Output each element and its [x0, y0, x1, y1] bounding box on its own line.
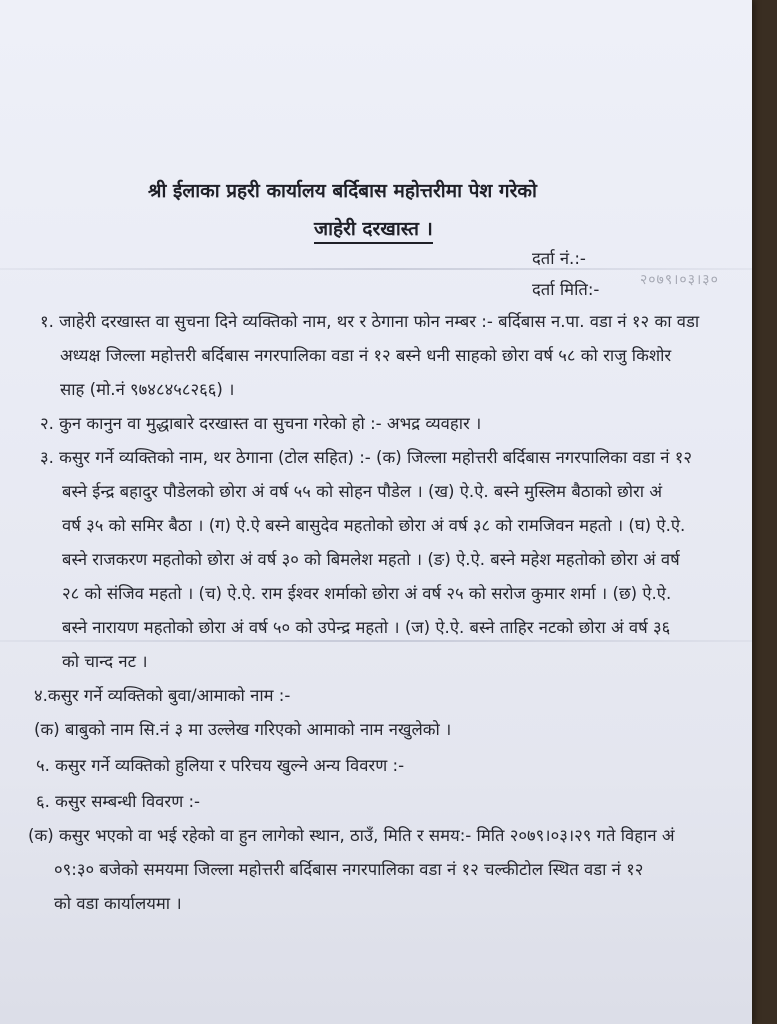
registration-number-label: दर्ता नं.:- [532, 249, 586, 268]
item-1-line-1: १. जाहेरी दरखास्त वा सुचना दिने व्यक्तिको नाम, थर र ठेगाना फोन नम्बर :- बर्दिबास न.पा. वडा नं १२ का वडा [40, 312, 700, 331]
document-title: श्री ईलाका प्रहरी कार्यालय बर्दिबास महोत्तरीमा पेश गरेको [148, 180, 537, 202]
item-3-line-3: वर्ष ३५ को समिर बैठा । (ग) ऐ.ऐ बस्ने बासुदेव महतोको छोरा अं वर्ष ३८ को रामजिवन महतो । (घ) ऐ.ऐ. [62, 516, 686, 535]
item-5: ५. कसुर गर्ने व्यक्तिको हुलिया र परिचय खुल्ने अन्य विवरण :- [36, 756, 405, 775]
registration-date-stamp: २०७९।०३।३० [640, 272, 719, 288]
item-3-line-7: को चान्द नट । [62, 652, 148, 671]
item-3-line-5: २८ को संजिव महतो । (च) ऐ.ऐ. राम ईश्वर शर्माको छोरा अं वर्ष २५ को सरोज कुमार शर्मा । (छ) ऐ.ऐ. [62, 584, 672, 603]
item-6-sub-ka-line-2: ०९:३० बजेको समयमा जिल्ला महोत्तरी बर्दिबास नगरपालिका वडा नं १२ चल्कीटोल स्थित वडा नं १२ [54, 860, 644, 879]
item-3-line-2: बस्ने ईन्द्र बहादुर पौडेलको छोरा अं वर्ष ५५ को सोहन पौडेल । (ख) ऐ.ऐ. बस्ने मुस्लिम बैठाको छोरा अं [62, 482, 663, 501]
item-6-sub-ka-line-1: (क) कसुर भएको वा भई रहेको वा हुन लागेको स्थान, ठाउँ, मिति र समय:- मिति २०७९।०३।२९ गते विहान अं [28, 826, 675, 845]
item-6: ६. कसुर सम्बन्धी विवरण :- [36, 792, 201, 811]
item-3-line-6: बस्ने नारायण महतोको छोरा अं वर्ष ५० को उपेन्द्र महतो । (ज) ऐ.ऐ. बस्ने ताहिर नटको छोरा अं वर्ष ३६ [62, 618, 671, 637]
item-1-line-2: अध्यक्ष जिल्ला महोत्तरी बर्दिबास नगरपालिका वडा नं १२ बस्ने धनी साहको छोरा वर्ष ५८ को राजु किशोर [60, 346, 672, 365]
paper-fold [0, 640, 752, 642]
item-1-line-3: साह (मो.नं ९७४८४५८२६६) । [60, 380, 235, 399]
item-2: २. कुन कानुन वा मुद्धाबारे दरखास्त वा सुचना गरेको हो :- अभद्र व्यवहार । [40, 414, 482, 433]
item-4: ४.कसुर गर्ने व्यक्तिको बुवा/आमाको नाम :- [34, 686, 291, 705]
item-3-line-1: ३. कसुर गर्ने व्यक्तिको नाम, थर ठेगाना (टोल सहित) :- (क) जिल्ला महोत्तरी बर्दिबास नगरपालिका वडा नं १२ [40, 448, 692, 467]
document-subtitle: जाहेरी दरखास्त । [314, 218, 433, 241]
registration-date-label: दर्ता मिति:- [532, 280, 600, 299]
item-6-sub-ka-line-3: को वडा कार्यालयमा । [54, 894, 182, 913]
item-3-line-4: बस्ने राजकरण महतोको छोरा अं वर्ष ३० को बिमलेश महतो । (ङ) ऐ.ऐ. बस्ने महेश महतोको छोरा अं वर्ष [62, 550, 680, 569]
item-4-sub-ka: (क) बाबुको नाम सि.नं ३ मा उल्लेख गरिएको आमाको नाम नखुलेको । [34, 720, 452, 739]
